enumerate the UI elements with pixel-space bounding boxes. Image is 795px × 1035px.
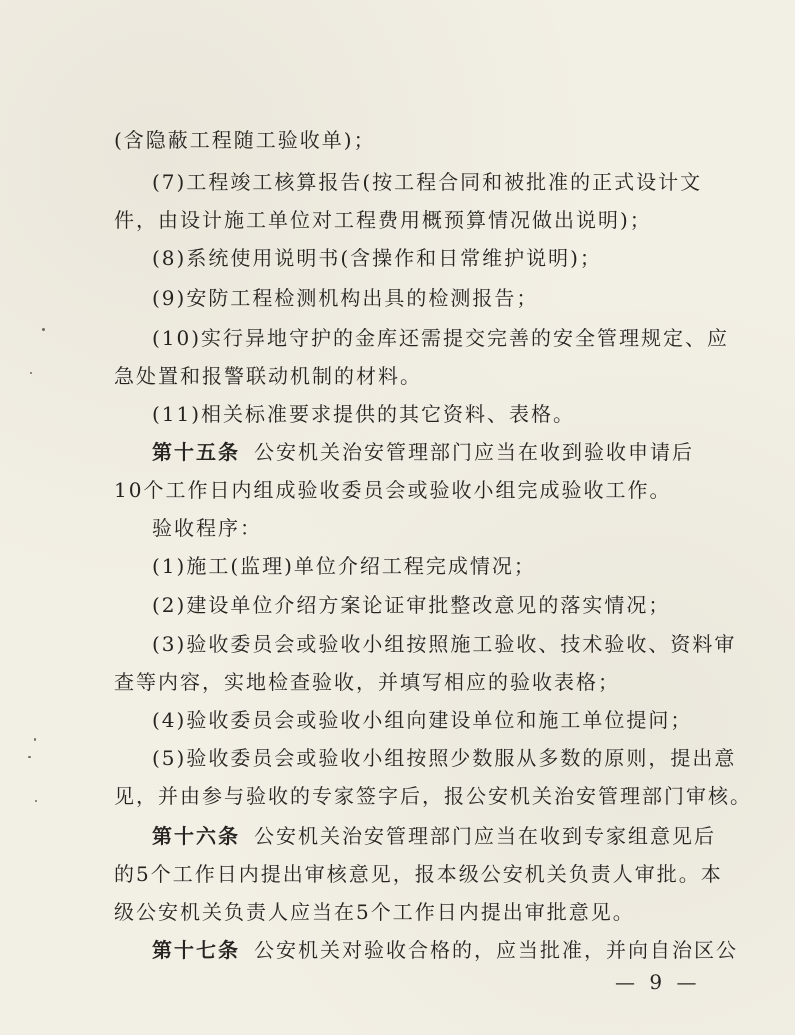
text-line: (10)实行异地守护的金库还需提交完善的安全管理规定、应	[152, 326, 730, 350]
page-number: — 9 —	[615, 970, 701, 994]
text-line: (7)工程竣工核算报告(按工程合同和被批准的正式设计文	[152, 170, 703, 194]
article-15-paragraph	[152, 440, 694, 464]
text-line: (含隐蔽工程随工验收单)；	[114, 128, 376, 152]
text-line: 级公安机关负责人应当在5个工作日内提出审批意见。	[114, 900, 635, 924]
scan-speck	[34, 738, 36, 741]
text-line: 验收程序：	[152, 516, 262, 540]
text-line: (9)安防工程检测机构出具的检测报告；	[152, 286, 539, 310]
text-line: 的5个工作日内提出审核意见，报本级公安机关负责人审批。本	[114, 862, 723, 886]
text-line: 急处置和报警联动机制的材料。	[114, 364, 422, 388]
text-line: 件，由设计施工单位对工程费用概预算情况做出说明)；	[114, 208, 652, 232]
text-line: (8)系统使用说明书(含操作和日常维护说明)；	[152, 246, 602, 270]
text-line: (11)相关标准要求提供的其它资料、表格。	[152, 402, 576, 426]
text-line: (3)验收委员会或验收小组按照施工验收、技术验收、资料审	[152, 632, 737, 656]
text-line: (4)验收委员会或验收小组向建设单位和施工单位提问；	[152, 708, 693, 732]
text-line: 公安机关治安管理部门应当在收到专家组意见后	[254, 824, 716, 848]
article-16-paragraph	[152, 824, 716, 848]
text-line: 见，并由参与验收的专家签字后，报公安机关治安管理部门审核。	[114, 784, 752, 808]
text-line: 公安机关治安管理部门应当在收到验收申请后	[254, 440, 694, 464]
text-line: (2)建设单位介绍方案论证审批整改意见的落实情况；	[152, 593, 671, 617]
text-line: 10个工作日内组成验收委员会或验收小组完成验收工作。	[114, 478, 672, 502]
scan-speck	[30, 372, 32, 374]
text-line: (5)验收委员会或验收小组按照少数服从多数的原则，提出意	[152, 746, 737, 770]
text-line: 查等内容，实地检查验收，并填写相应的验收表格；	[114, 670, 620, 694]
scan-speck	[28, 756, 31, 758]
text-line: (1)施工(监理)单位介绍工程完成情况；	[152, 554, 536, 578]
article-15-heading: 第十五条	[152, 440, 240, 464]
scan-speck	[35, 800, 37, 802]
article-16-heading: 第十六条	[152, 824, 240, 848]
article-17-heading: 第十七条	[152, 938, 240, 962]
text-line: 公安机关对验收合格的，应当批准，并向自治区公	[254, 938, 738, 962]
scan-speck	[42, 328, 45, 331]
article-17-paragraph	[152, 938, 738, 962]
